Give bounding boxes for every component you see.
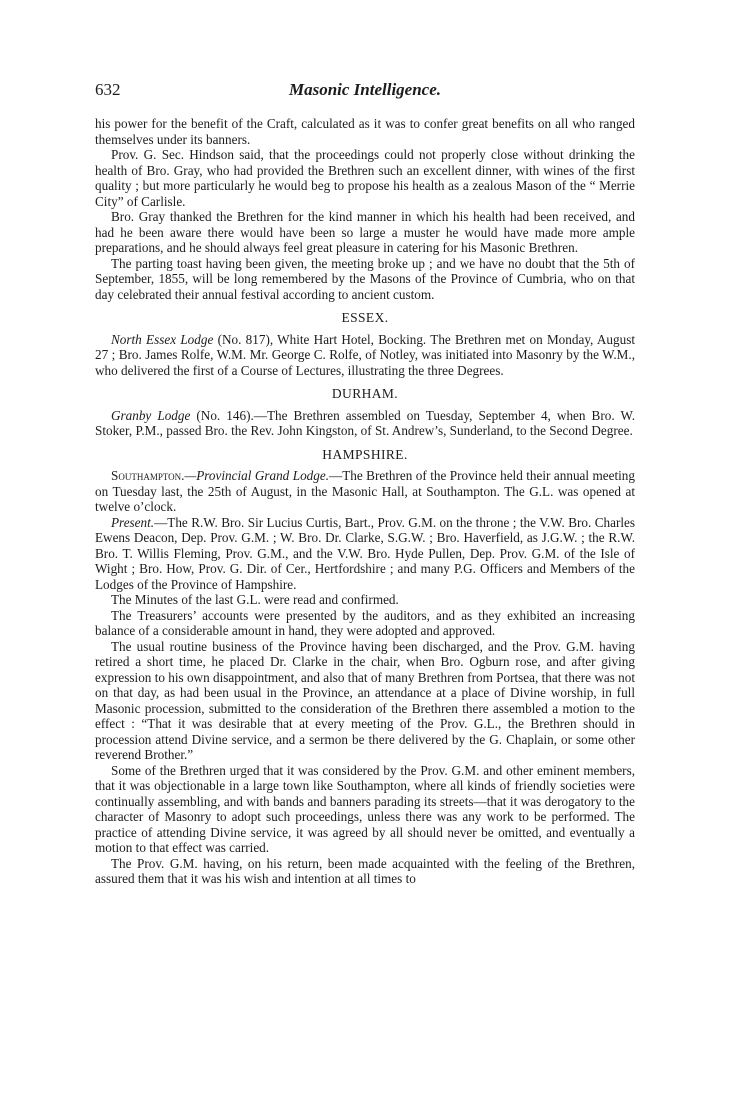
section-heading-essex: ESSEX.	[341, 310, 389, 325]
paragraph: Prov. G. Sec. Hindson said, that the proceedings could not properly close without drinking the health of Bro. Gray, who had provided the Brethren such an excellent dinner, with wines of the first quality ; but more particularly he would beg to propose his health as a zealous Mason of the “ Merrie City” of Carlisle.	[95, 147, 635, 209]
paragraph	[95, 468, 635, 515]
paragraph: The Prov. G.M. having, on his return, been made acquainted with the feeling of the Brethren, assured them that it was his wish and intention at all times to	[95, 855, 635, 886]
section-heading-hampshire: HAMPSHIRE.	[322, 446, 408, 462]
paragraph-text: (No. 817), White Hart Hotel, Bocking. The Brethren met on Monday, August 27 ; Bro. James Rolfe, W.M. Mr. George C. Rolfe, of Notley, was initiated into Masonry by the W.M., who delivered the first of a Course of Lectures, illustrating the three Degrees.	[95, 331, 635, 378]
paragraph: his power for the benefit of the Craft, calculated as it was to confer great benefits on all who ranged themselves under its banners.	[95, 116, 635, 147]
paragraph: The Minutes of the last G.L. were read and confirmed.	[111, 592, 399, 607]
running-title: Masonic Intelligence.	[288, 80, 442, 99]
paragraph: Some of the Brethren urged that it was considered by the Prov. G.M. and other eminent members, that it was objectionable in a large town like Southampton, where all kinds of friendly societies were continually assembling, and with bands and banners parading its streets—that it was derogatory to the character of Masonry to adopt such proceedings, unless there was any work to be performed. The practice of attending Divine service, it was agreed by all should never be omitted, and eventually a motion to that effect was carried.	[95, 762, 635, 855]
paragraph-text: —The R.W. Bro. Sir Lucius Curtis, Bart., Prov. G.M. on the throne ; the V.W. Bro. Charles Ewens Deacon, Dep. Prov. G.M. ; W. Bro. Dr. Clarke, S.G.W. ; Bro. Haverfield, as J.G.W. ; the R.W. Bro. T. Willis Fleming, Prov. G.M., and the V.W. Bro. Hyde Pullen, Dep. Prov. G.M. of the Isle of Wight ; Bro. How, Prov. G. Dir. of Cer., Hertfordshire ; and many P.G. Officers and Members of the Lodges of the Province of Hampshire.	[95, 514, 635, 592]
present-label: Present.	[111, 514, 155, 530]
page-header	[95, 80, 635, 104]
article-body	[95, 116, 635, 887]
lodge-name: North Essex Lodge	[111, 331, 214, 347]
paragraph-text: —The Brethren of the Province held their annual meeting on Tuesday last, the 25th of August, in the Masonic Hall, at Southampton. The G.L. was opened at twelve o’clock.	[95, 468, 635, 514]
place-name: Southampton.	[111, 468, 185, 483]
paragraph-text: (No. 146).—The Brethren assembled on Tuesday, September 4, when Bro. W. Stoker, P.M., passed Bro. the Rev. John Kingston, of St. Andrew’s, Sunderland, to the Second Degree.	[95, 407, 636, 438]
paragraph	[95, 408, 635, 439]
paragraph	[95, 332, 635, 379]
lodge-name: Granby Lodge	[111, 407, 191, 423]
paragraph: The usual routine business of the Province having been discharged, and the Prov. G.M. having retired a short time, he placed Dr. Clarke in the chair, when Bro. Ogburn rose, and after giving expression to his own disappointment, and also that of many Brethren from Portsea, that there was not on that day, as had been usual in the Province, an attendance at a place of Divine worship, in full Masonic procession, submitted to the consideration of the Brethren there assembled a motion to the effect : “That it was desirable that at every meeting of the Prov. G.L., the Brethren should in procession attend Divine service, and a sermon be there delivered by the G. Chaplain, or some other reverend Brother.”	[95, 638, 635, 762]
paragraph: The parting toast having been given, the meeting broke up ; and we have no doubt that the 5th of September, 1855, will be long remembered by the Masons of the Province of Cumbria, who on that day celebrated their annual festival according to ancient custom.	[95, 255, 635, 302]
paragraph: The Treasurers’ accounts were presented by the auditors, and as they exhibited an increasing balance of a considerable amount in hand, they were adopted and approved.	[95, 607, 635, 638]
page-number: 632	[95, 80, 121, 99]
paragraph	[95, 515, 635, 593]
paragraph: Bro. Gray thanked the Brethren for the kind manner in which his health had been received, and had he been aware there would have been so large a muster he would have made more ample preparations, and he should always feel great pleasure in catering for his Masonic Brethren.	[95, 209, 635, 255]
section-heading-durham: DURHAM.	[331, 386, 399, 401]
lodge-name: —Provincial Grand Lodge.	[184, 468, 329, 483]
